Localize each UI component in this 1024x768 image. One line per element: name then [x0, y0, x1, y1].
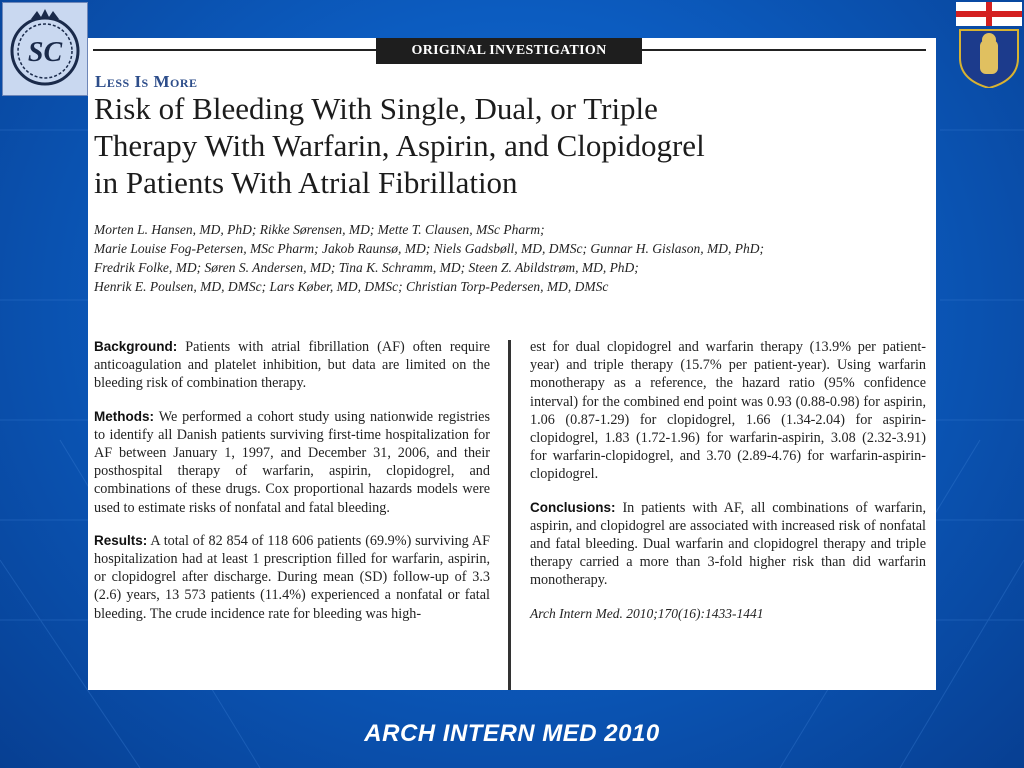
abstract-right-column — [530, 338, 926, 623]
slide-caption: ARCH INTERN MED 2010 — [364, 720, 660, 747]
column-divider — [508, 340, 511, 690]
results-continued-text: est for dual clopidogrel and warfarin therapy (13.9% per patient-year) and triple therapy (15.7% per patient-year). Using warfarin monotherapy as a reference, the hazard ratio (95% confidence interval) for the combined end point was 0.93 (0.88-0.98) for aspirin, 1.06 (0.87-1.29) for clopidogrel, 1.66 (1.34-2.04) for aspirin-clopidogrel, 1.83 (1.72-1.96) for warfarin-aspirin, 3.08 (2.32-3.91) for warfarin-clopidogrel, and 3.70 (2.89-4.76) for warfarin-aspirin-clopidogrel. — [530, 339, 926, 483]
abstract-left-column — [94, 338, 490, 638]
seal-monogram: SC — [27, 37, 63, 68]
university-seal-logo — [2, 2, 88, 96]
author-line: Henrik E. Poulsen, MD, DMSc; Lars Køber, MD, DMSc; Christian Torp-Pedersen, MD, DMSc — [94, 279, 609, 294]
conclusions-text: In patients with AF, all combinations of warfarin, aspirin, and clopidogrel are associated with increased risk of nonfatal and fatal bleeding. Dual warfarin and clopidogrel therapy and triple therapy carried a more than 3-fold higher risk than did warfarin monotherapy. — [530, 499, 926, 589]
results-paragraph — [94, 532, 490, 623]
crest-icon — [956, 2, 1022, 88]
article-page — [88, 38, 936, 690]
results-text: A total of 82 854 of 118 606 patients (69.9%) surviving AF hospitalization had at least 1 prescription filled for warfarin, aspirin, or clopidogrel after discharge. During mean (SD) follow-up of 3.3 (2.6) years, 13 573 patients (11.4%) experienced a nonfatal or fatal bleeding. The crude incidence rate for bleeding was high- — [94, 532, 490, 622]
author-list — [94, 220, 929, 296]
author-line: Marie Louise Fog-Petersen, MSc Pharm; Jakob Raunsø, MD; Niels Gadsbøll, MD, DMSc; Gunnar H. Gislason, MD, PhD; — [94, 241, 765, 256]
conclusions-label: Conclusions: — [530, 499, 616, 515]
crest-logo — [956, 2, 1022, 88]
background-label: Background: — [94, 339, 178, 354]
background-text: Patients with atrial fibrillation (AF) often require anticoagulation and platelet inhibition, but data are limited on the bleeding risk of combination therapy. — [94, 339, 490, 392]
background-paragraph — [94, 338, 490, 393]
university-seal-icon — [3, 3, 87, 95]
journal-citation: Arch Intern Med. 2010;170(16):1433-1441 — [530, 605, 764, 621]
results-label: Results: — [94, 532, 148, 548]
results-continued-paragraph — [530, 338, 926, 484]
article-title — [94, 90, 924, 201]
author-line: Morten L. Hansen, MD, PhD; Rikke Sørensen, MD; Mette T. Clausen, MSc Pharm; — [94, 222, 545, 237]
article-type-banner: ORIGINAL INVESTIGATION — [376, 38, 642, 64]
methods-label: Methods: — [94, 408, 154, 424]
author-line: Fredrik Folke, MD; Søren S. Andersen, MD; Tina K. Schramm, MD; Steen Z. Abildstrøm, MD, PhD; — [94, 260, 639, 275]
methods-text: We performed a cohort study using nationwide registries to identify all Danish patients surviving first-time hospitalization for AF between January 1, 1997, and December 31, 2006, and their posthospital therapy of warfarin, aspirin, clopidogrel, and combinations of these drugs. Cox proportional hazards models were used to estimate risks of nonfatal and fatal bleeding. — [94, 408, 490, 516]
title-line: Risk of Bleeding With Single, Dual, or Triple — [94, 91, 658, 126]
title-line: Therapy With Warfarin, Aspirin, and Clopidogrel — [94, 128, 705, 163]
conclusions-paragraph — [530, 499, 926, 590]
title-line: in Patients With Atrial Fibrillation — [94, 165, 518, 200]
section-kicker: Less Is More — [95, 72, 198, 91]
methods-paragraph — [94, 408, 490, 517]
